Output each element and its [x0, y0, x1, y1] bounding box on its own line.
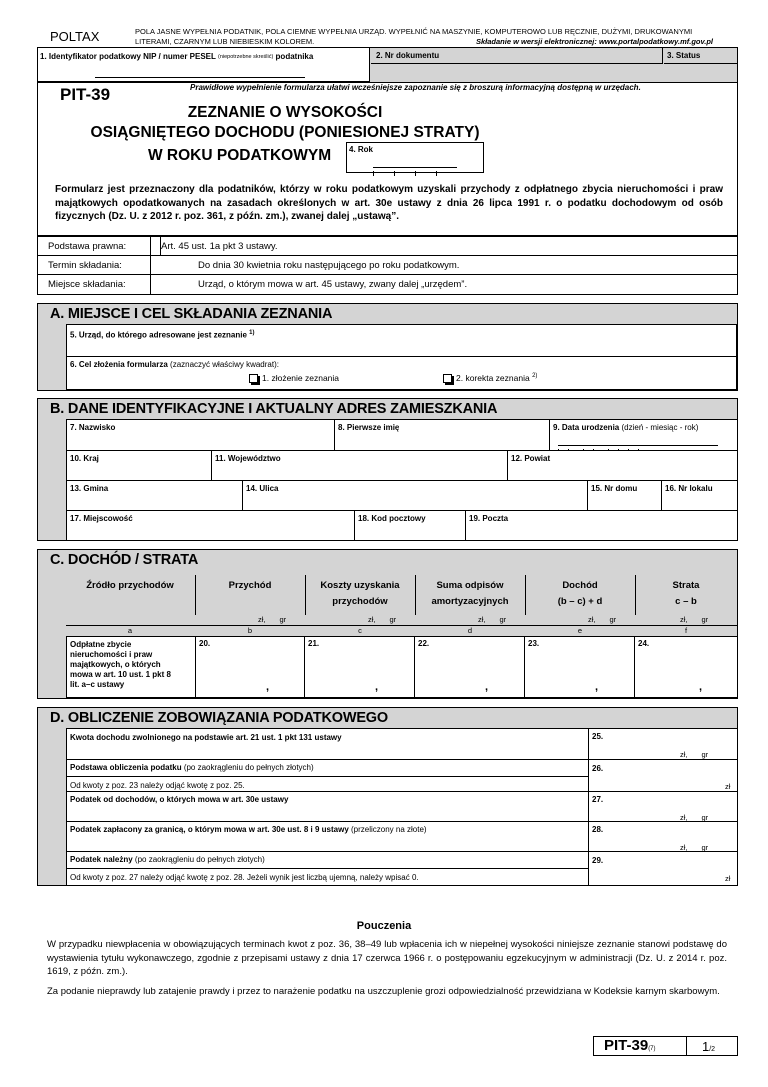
gr-label: gr [279, 615, 287, 624]
form-title-line2: OSIĄGNIĘTEGO DOCHODU (PONIESIONEJ STRATY) [90, 124, 480, 141]
field-19-post-office[interactable] [466, 511, 737, 540]
col-b-units [258, 615, 286, 624]
checkbox-correction[interactable] [443, 374, 452, 383]
row-29-note: Od kwoty z poz. 27 należy odjąć kwotę z poz. 28. Jeżeli wynik jest liczbą ujemną, należy wpisać 0. [70, 873, 419, 882]
section-c-title: C. DOCHÓD / STRATA [50, 552, 199, 568]
field-2-label: 2. Nr dokumentu [376, 51, 440, 60]
field-16-label: 16. Nr lokalu [665, 484, 713, 493]
col-c-header-2: przychodów [332, 596, 388, 607]
letter-d: d [467, 626, 473, 635]
option-filing-label: 1. złożenie zeznania [262, 373, 340, 383]
legal-place-value: Urząd, o którym mowa w art. 45 ustawy, zwany dalej „urzędem”. [198, 279, 468, 290]
field-27-units[interactable] [680, 813, 708, 822]
field-6-label: 6. Cel złożenia formularza [70, 360, 168, 369]
field-29-units[interactable]: zł [725, 874, 731, 883]
zl-label: zł, [368, 615, 376, 624]
row-27-label: Podatek od dochodów, o których mowa w art. 30e ustawy [70, 795, 289, 804]
col-d-header-1: Suma odpisów [436, 580, 504, 591]
col-divider [195, 575, 196, 615]
field-9-label: 9. Data urodzenia [553, 423, 620, 432]
row-26-note-line [67, 776, 588, 777]
row-25-label: Kwota dochodu zwolnionego na podstawie art. 21 ust. 1 pkt 131 ustawy [70, 733, 342, 742]
field-1-digit-comb [95, 73, 305, 78]
legal-place-label: Miejsce składania: [48, 279, 126, 290]
gr-label: gr [609, 615, 617, 624]
option-filing[interactable] [249, 373, 339, 383]
gr-label: gr [389, 615, 397, 624]
section-a-title: A. MIEJSCE I CEL SKŁADANIA ZEZNANIA [50, 306, 333, 322]
letter-f: f [684, 626, 688, 635]
zl-label: zł, [588, 615, 596, 624]
field-26-label: 26. [592, 764, 604, 773]
field-18-postal-code[interactable] [355, 511, 466, 540]
field-24-loss[interactable] [635, 637, 737, 697]
row-29-note-line [67, 868, 588, 869]
field-18-label: 18. Kod pocztowy [358, 514, 426, 523]
gr-label: gr [701, 615, 709, 624]
field-8-first-name[interactable] [335, 420, 550, 451]
field-9-digit-comb [558, 441, 718, 446]
field-21-costs[interactable] [305, 637, 415, 697]
col-divider [305, 575, 306, 615]
field-28-units[interactable] [680, 843, 708, 852]
option-correction-footnote: 2) [532, 373, 538, 380]
row-28-label-wrap [70, 825, 427, 835]
col-c-units [368, 615, 396, 624]
footer-form-code [604, 1037, 656, 1055]
field-22-depreciation[interactable] [415, 637, 525, 697]
field-24-label: 24. [638, 639, 650, 648]
field-10-label: 10. Kraj [70, 454, 99, 463]
field-22-label: 22. [418, 639, 430, 648]
legal-row-place [38, 275, 737, 294]
gr-label: gr [701, 813, 709, 822]
footer-divider [686, 1036, 687, 1056]
field-21-label: 21. [308, 639, 320, 648]
legal-deadline-label: Termin składania: [48, 260, 122, 271]
income-row-label: Odpłatne zbycie nieruchomości i praw majątkowych, o których mowa w art. 10 ust. 1 pkt 8 lit. a–c ustawy [70, 640, 171, 689]
footer-pages: /2 [709, 1046, 716, 1053]
field-12-county[interactable] [508, 451, 737, 481]
section-b-title: B. DANE IDENTYFIKACYJNE I AKTUALNY ADRES ZAMIESZKANIA [50, 401, 498, 417]
field-25-label: 25. [592, 732, 604, 741]
electronic-filing-note: Składanie w wersji elektronicznej: www.portalpodatkowy.mf.gov.pl [476, 37, 713, 46]
zl-label: zł, [680, 843, 688, 852]
row-29-hint: (po zaokrągleniu do pełnych złotych) [134, 855, 265, 864]
field-8-label: 8. Pierwsze imię [338, 423, 400, 432]
field-9-hint: (dzień - miesiąc - rok) [621, 423, 699, 432]
checkbox-filing[interactable] [249, 374, 258, 383]
col-f-header-1: Strata [672, 580, 700, 591]
field-4-digit-comb [373, 163, 457, 168]
footer-page-number [702, 1038, 715, 1056]
col-c-header-1: Koszty uzyskania [320, 580, 400, 591]
col-divider [415, 575, 416, 615]
field-21-comma: , [375, 681, 379, 693]
zl-label: zł, [258, 615, 266, 624]
field-15-house-number[interactable] [588, 481, 662, 511]
field-16-apartment-number[interactable] [662, 481, 737, 511]
zl-label: zł, [478, 615, 486, 624]
field-20-comma: , [266, 681, 270, 693]
gr-label: gr [701, 750, 709, 759]
field-5-tax-office[interactable] [66, 324, 737, 357]
legal-divider [150, 237, 151, 294]
fill-instructions-line2: LITERAMI, CZARNYM LUB NIEBIESKIM KOLOREM. [135, 37, 315, 46]
legal-basis-label: Podstawa prawna: [48, 241, 127, 252]
col-f-units [680, 615, 708, 624]
letter-e: e [577, 626, 583, 635]
gr-label: gr [701, 843, 709, 852]
legal-row-basis [38, 237, 737, 256]
field-3-label: 3. Status [667, 51, 701, 60]
row-29-label-wrap [70, 855, 265, 865]
row-26-hint: (po zaokrągleniu do pełnych złotych) [183, 763, 314, 772]
field-27-label: 27. [592, 795, 604, 804]
letter-a: a [127, 626, 133, 635]
row-28-label: Podatek zapłacony za granicą, o którym mowa w art. 30e ust. 8 i 9 ustawy [70, 825, 349, 834]
col-divider [525, 575, 526, 615]
form-code: PIT-39 [60, 85, 111, 104]
row-26-label-wrap [70, 763, 314, 773]
field-23-income[interactable] [525, 637, 635, 697]
instructions-paragraph-2: Za podanie nieprawdy lub zatajenie prawdy i przez to narażenie podatku na uszczuplenie grozi odpowiedzialność przewidziana w Kodeksie karnym skarbowym. [47, 986, 720, 997]
field-23-label: 23. [528, 639, 540, 648]
footer-version: (7) [648, 1046, 656, 1052]
field-13-commune[interactable] [67, 481, 243, 511]
row-29-label: Podatek należny [70, 855, 133, 864]
option-correction[interactable] [443, 373, 537, 383]
row-26-label: Podstawa obliczenia podatku [70, 763, 182, 772]
col-e-header-1: Dochód [562, 580, 598, 591]
field-7-label: 7. Nazwisko [70, 423, 116, 432]
zl-label: zł, [680, 813, 688, 822]
field-23-comma: , [595, 681, 599, 693]
footer-page: 1 [702, 1039, 710, 1054]
field-17-label: 17. Miejscowość [70, 514, 133, 523]
col-e-header-2: (b – c) + d [557, 596, 603, 607]
field-12-label: 12. Powiat [511, 454, 551, 463]
field-28-label: 28. [592, 825, 604, 834]
field-6-purpose [66, 357, 737, 390]
legal-basis-value: Art. 45 ust. 1a pkt 3 ustawy. [160, 237, 278, 256]
fill-instructions-line1: POLA JASNE WYPEŁNIA PODATNIK, POLA CIEMNE WYPEŁNIA URZĄD. WYPEŁNIĆ NA MASZYNIE, KOMPUTEROWO LUB RĘCZNIE, DUŻYMI, DRUKOWANYMI [135, 27, 693, 36]
field-4-year[interactable] [346, 142, 484, 173]
row-26-note: Od kwoty z poz. 23 należy odjąć kwotę z poz. 25. [70, 781, 245, 790]
field-10-country[interactable] [67, 451, 212, 481]
zl-label: zł, [680, 615, 688, 624]
field-6-hint: (zaznaczyć właściwy kwadrat): [170, 360, 279, 369]
col-b-header: Przychód [228, 580, 272, 591]
gr-label: gr [499, 615, 507, 624]
instructions-title: Pouczenia [356, 920, 412, 932]
field-25-units[interactable] [680, 750, 708, 759]
zl-label: zł, [680, 750, 688, 759]
field-4-label: 4. Rok [349, 145, 374, 154]
field-26-units[interactable]: zł [725, 782, 731, 791]
letter-b: b [247, 626, 253, 635]
field-17-locality[interactable] [67, 511, 355, 540]
field-13-label: 13. Gmina [70, 484, 109, 493]
form-title-line1: ZEZNANIE O WYSOKOŚCI [187, 104, 383, 121]
field-19-label: 19. Poczta [469, 514, 509, 523]
col-divider [635, 575, 636, 615]
field-9-birth-date[interactable] [550, 420, 737, 451]
col-f-header-2: c – b [675, 596, 697, 607]
form-advice: Prawidłowe wypełnienie formularza ułatwi wcześniejsze zapoznanie się z broszurą informacyjną dostępną w urzędach. [190, 83, 641, 92]
field-14-label: 14. Ulica [246, 484, 279, 493]
form-description: Formularz jest przeznaczony dla podatników, którzy w roku podatkowym uzyskali przychody z odpłatnego zbycia nieruchomości i praw majątkowych opodatkowanych na zasadach określonych w art. 30e ustawy z dnia 26 lipca 1991 r. o podatku dochodowym od osób fizycznych (Dz. U. z 2012 r. poz. 361, z późn. zm.), zwanej dalej „ustawą”. [55, 184, 723, 222]
field-2-document-number [371, 48, 663, 64]
field-5-label: 5. Urząd, do którego adresowane jest zeznanie [70, 330, 247, 340]
legal-deadline-value: Do dnia 30 kwietnia roku następującego po roku podatkowym. [198, 260, 460, 271]
letter-c: c [358, 626, 362, 635]
col-d-units [478, 615, 506, 624]
field-1-suffix: podatnika [275, 52, 314, 61]
field-11-label: 11. Województwo [215, 454, 281, 463]
option-correction-label: 2. korekta zeznania [456, 373, 530, 383]
field-7-surname[interactable] [67, 420, 335, 451]
field-22-comma: , [485, 681, 489, 693]
col-a-header: Źródło przychodów [86, 580, 174, 591]
footer-code: PIT-39 [604, 1037, 649, 1054]
field-14-street[interactable] [243, 481, 588, 511]
field-20-label: 20. [199, 639, 211, 648]
field-5-footnote: 1) [249, 330, 255, 336]
field-20-revenue[interactable] [195, 637, 305, 697]
field-1-super: (niepotrzebne skreślić) [217, 54, 274, 60]
row-28-hint: (przeliczony na złote) [351, 825, 427, 834]
col-d-header-2: amortyzacyjnych [431, 596, 509, 607]
legal-row-deadline [38, 256, 737, 275]
field-24-comma: , [699, 681, 703, 693]
field-1-label: 1. Identyfikator podatkowy NIP / numer PESEL [40, 52, 216, 61]
field-3-status [664, 48, 737, 64]
field-29-label: 29. [592, 856, 604, 865]
field-11-voivodeship[interactable] [212, 451, 508, 481]
instructions-paragraph-1: W przypadku niewpłacenia w obowiązujących terminach kwot z poz. 36, 38–49 lub wpłacenia ich w niepełnej wysokości niniejsze zeznanie stanowi podstawę do wystawienia tytułu wykonawczego, zgodnie z przepisami ustawy z dnia 17 czerwca 1966 r. o postępowaniu egzekucyjnym w administracji (Dz. U. z 2014 r. poz. 1619, z późn. zm.). [47, 939, 727, 977]
poltax-logo: POLTAX [50, 29, 100, 44]
section-d-title: D. OBLICZENIE ZOBOWIĄZANIA PODATKOWEGO [50, 710, 388, 726]
field-1-nip-pesel[interactable] [38, 48, 370, 82]
form-title-line3: W ROKU PODATKOWYM [148, 147, 332, 164]
col-e-units [588, 615, 616, 624]
field-15-label: 15. Nr domu [591, 484, 638, 493]
